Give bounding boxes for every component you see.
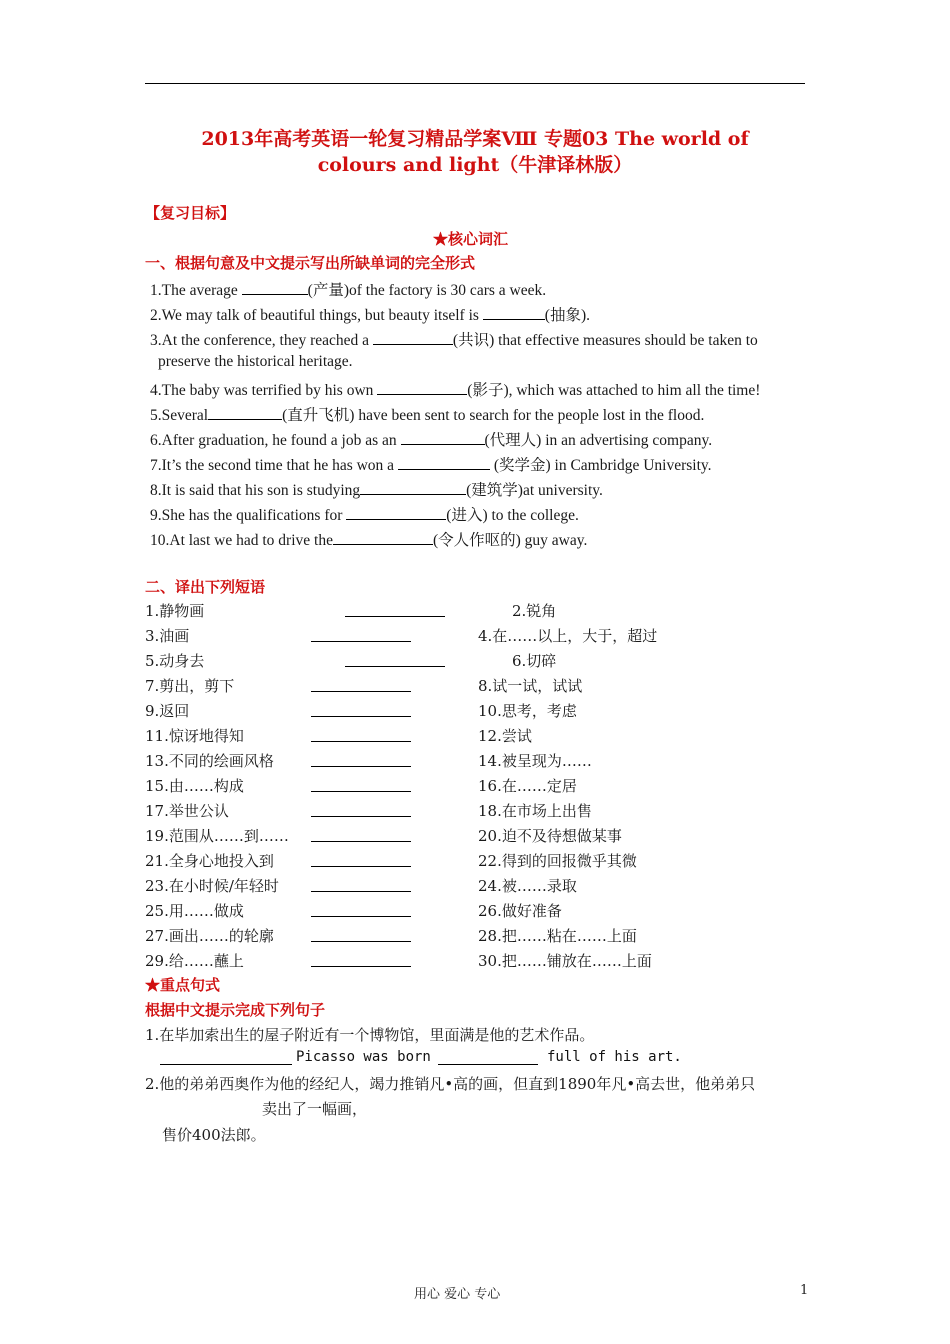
phrase-right-item: 14.被呈现为…… [478, 752, 592, 770]
part2-heading: 二、译出下列短语 [145, 578, 266, 596]
phrase-answer-blank [311, 641, 411, 642]
phrase-answer-blank [311, 816, 411, 817]
vocab-item-8: 8.It is said that his son is studying (建筑学)at university. [150, 482, 603, 499]
phrase-right-item: 18.在市场上出售 [478, 802, 592, 820]
sentence-1-chinese: 1.在毕加索出生的屋子附近有一个博物馆，里面满是他的艺术作品。 [145, 1026, 595, 1044]
phrase-answer-blank [311, 941, 411, 942]
phrase-right-item: 8.试一试，试试 [478, 677, 583, 695]
sentence-2-chinese-line3: 售价400法郎。 [162, 1126, 266, 1144]
phrase-left-item: 25.用……做成 [145, 902, 244, 920]
sentence-2-chinese-line2: 卖出了一幅画， [262, 1100, 368, 1118]
vocab-item-5: 5.Several (直升飞机) have been sent to search for the people lost in the flood. [150, 407, 705, 424]
phrase-answer-blank [311, 866, 411, 867]
phrase-right-item: 24.被……录取 [478, 877, 577, 895]
phrase-right-item: 30.把……铺放在……上面 [478, 952, 652, 970]
vocab-item-2: 2.We may talk of beautiful things, but beauty itself is (抽象). [150, 307, 590, 324]
phrase-answer-blank [311, 716, 411, 717]
page-title-line2: colours and light（牛津译林版） [317, 154, 633, 176]
vocab-item-6: 6.After graduation, he found a job as an (代理人) in an advertising company. [150, 432, 713, 449]
phrase-right-item: 22.得到的回报微乎其微 [478, 852, 637, 870]
phrase-left-item: 19.范围从……到…… [145, 827, 289, 845]
phrase-right-item: 26.做好准备 [478, 902, 562, 920]
phrase-left-item: 1.静物画 [145, 602, 205, 620]
phrase-left-item: 29.给……蘸上 [145, 952, 244, 970]
part1-heading: 一、根据句意及中文提示写出所缺单词的完全形式 [145, 254, 476, 272]
phrase-left-item: 5.动身去 [145, 652, 205, 670]
phrase-answer-blank [311, 691, 411, 692]
sentence-1-blank-a [160, 1064, 292, 1065]
phrase-right-item: 6.切碎 [512, 652, 557, 670]
phrase-answer-blank [311, 791, 411, 792]
sentence-1-blank-b [438, 1064, 538, 1065]
phrase-left-item: 9.返回 [145, 702, 190, 720]
vocab-item-9: 9.She has the qualifications for (进入) to the college. [150, 507, 579, 524]
sentence-2-chinese-line1: 2.他的弟弟西奥作为他的经纪人，竭力推销凡•高的画，但直到1890年凡•高去世，他弟弟只 [145, 1075, 756, 1093]
phrase-left-item: 13.不同的绘画风格 [145, 752, 274, 770]
phrase-answer-blank [311, 841, 411, 842]
phrase-right-item: 16.在……定居 [478, 777, 577, 795]
vocab-item-3-cont: preserve the historical heritage. [158, 353, 353, 370]
phrase-answer-blank [345, 616, 445, 617]
phrase-answer-blank [311, 741, 411, 742]
phrase-answer-blank [311, 966, 411, 967]
vocab-item-10: 10.At last we had to drive the (令人作呕的) guy away. [150, 532, 588, 549]
sentence-1-english-b: full of his art. [547, 1049, 682, 1065]
sentence-1-english-a: Picasso was born [296, 1049, 431, 1065]
phrase-left-item: 27.画出……的轮廓 [145, 927, 274, 945]
review-goal-heading: 【复习目标】 [145, 204, 236, 222]
phrase-left-item: 11.惊讶地得知 [145, 727, 244, 745]
page-title-line1: 2013年高考英语一轮复习精品学案Ⅷ 专题03 The world of [201, 128, 749, 150]
phrase-right-item: 10.思考，考虑 [478, 702, 577, 720]
page-footer: 用心 爱心 专心 [414, 1287, 501, 1302]
phrase-right-item: 20.迫不及待想做某事 [478, 827, 622, 845]
vocab-item-7: 7.It’s the second time that he has won a (奖学金) in Cambridge University. [150, 457, 712, 474]
phrase-left-item: 23.在小时候/年轻时 [145, 877, 279, 895]
phrase-right-item: 2.锐角 [512, 602, 557, 620]
phrase-right-item: 4.在……以上，大于，超过 [478, 627, 658, 645]
phrase-answer-blank [311, 916, 411, 917]
phrase-left-item: 3.油画 [145, 627, 190, 645]
vocab-item-3: 3.At the conference, they reached a (共识) that effective measures should be taken to [150, 332, 758, 349]
vocab-item-4: 4.The baby was terrified by his own (影子), which was attached to him all the time! [150, 382, 761, 399]
header-rule [145, 83, 805, 84]
phrase-left-item: 21.全身心地投入到 [145, 852, 274, 870]
phrase-left-item: 7.剪出，剪下 [145, 677, 235, 695]
phrase-left-item: 15.由……构成 [145, 777, 244, 795]
page-number: 1 [800, 1283, 809, 1298]
phrase-answer-blank [311, 891, 411, 892]
core-vocab-heading: ★核心词汇 [433, 230, 509, 248]
vocab-item-1: 1.The average (产量)of the factory is 30 cars a week. [150, 282, 547, 299]
key-sentences-heading: ★重点句式 [145, 976, 221, 994]
phrase-right-item: 12.尝试 [478, 727, 532, 745]
phrase-answer-blank [311, 766, 411, 767]
phrase-answer-blank [345, 666, 445, 667]
phrase-left-item: 17.举世公认 [145, 802, 229, 820]
phrase-right-item: 28.把……粘在……上面 [478, 927, 637, 945]
key-sentences-subheading: 根据中文提示完成下列句子 [145, 1001, 326, 1019]
